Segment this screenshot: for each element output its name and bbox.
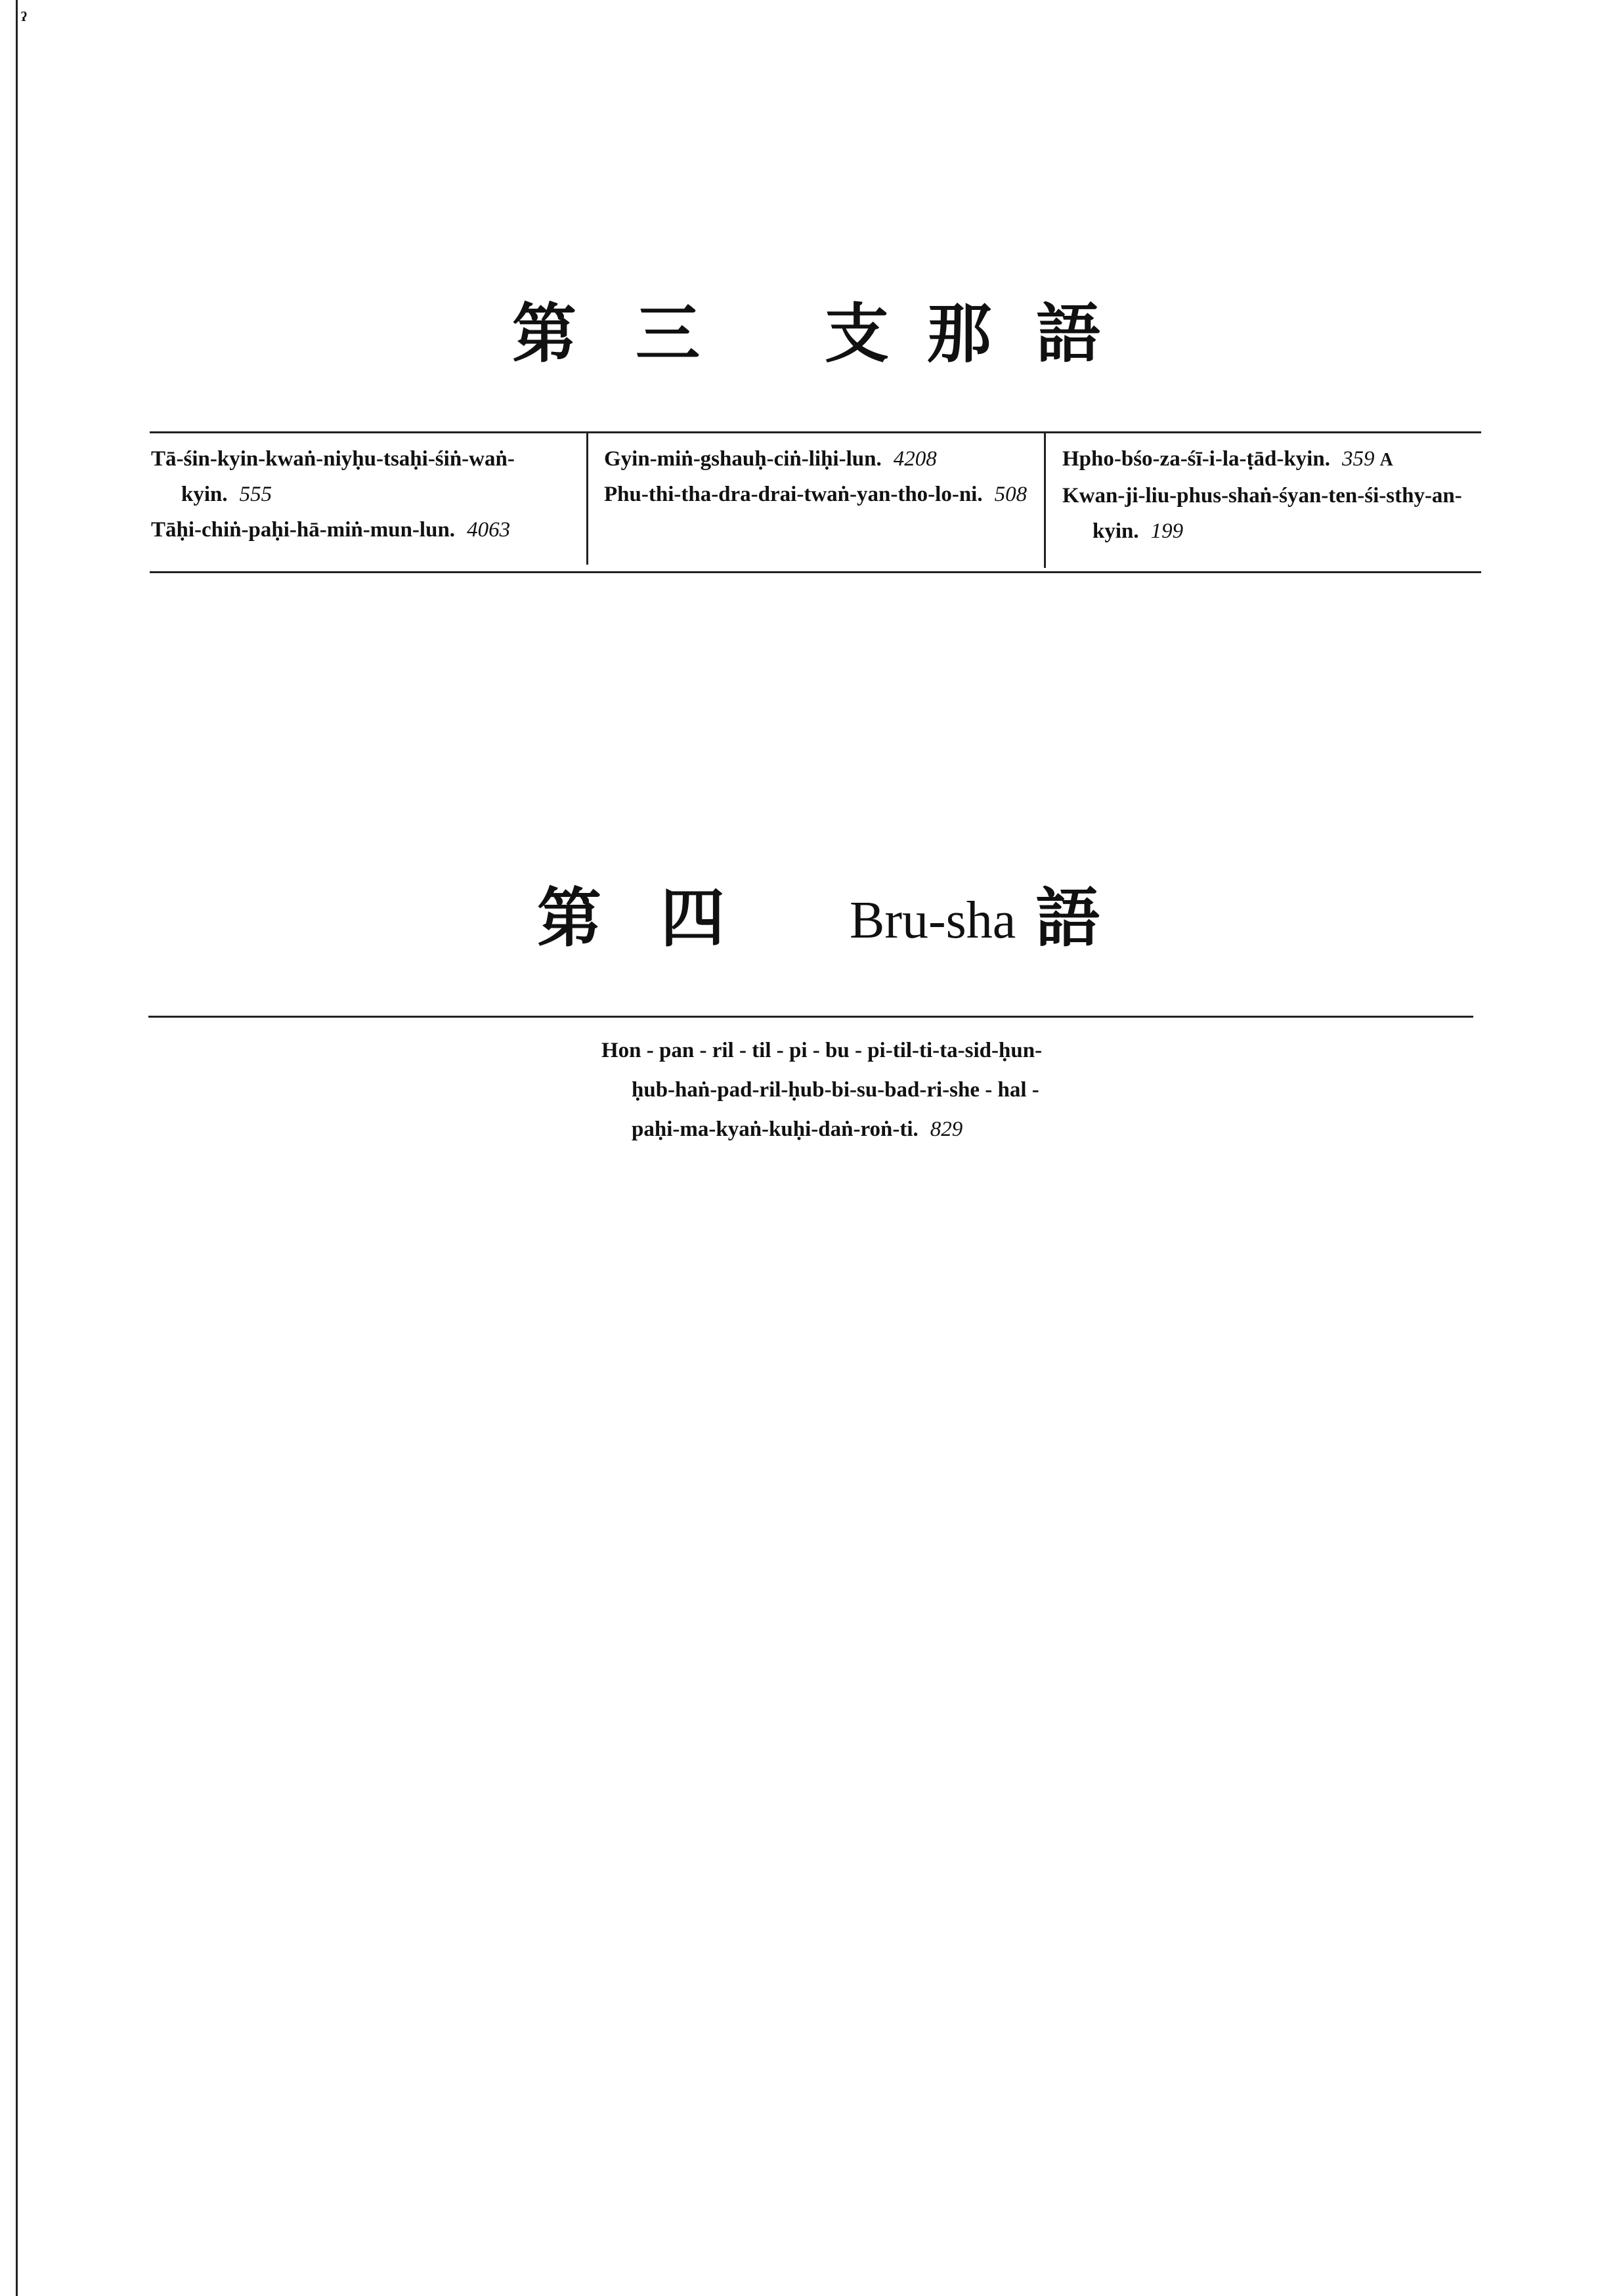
entry-title: Hpho-bśo-za-śī-i-la-ṭād-kyin. (1062, 447, 1330, 471)
list-item (604, 477, 1031, 512)
entry-title: Hon - pan - ril - til - pi - bu - pi-til-ti-ta-sid-ḥun-ḥub-haṅ-pad-ril-ḥub-bi-su-bad-ri-she - hal - paḥi-ma-kyaṅ-kuḥi-daṅ-roṅ-ti. (601, 1039, 1043, 1141)
entry-number: 555 (239, 483, 272, 506)
heading-char: 第 (537, 881, 602, 956)
section-4-heading (537, 881, 1100, 956)
section-4-rule (148, 1016, 1473, 1018)
entry-number: 4063 (467, 518, 511, 542)
entry-title: Tā-śin-kyin-kwaṅ-niyḥu-tsaḥi-śiṅ-waṅ-kyin. (151, 447, 515, 506)
list-item (1062, 441, 1482, 478)
list-item (604, 441, 1031, 477)
entry-number: 4208 (893, 447, 937, 471)
entry-column-3 (1062, 441, 1482, 549)
entry-number: 508 (994, 483, 1028, 506)
heading-char: 語 (1035, 881, 1100, 956)
list-item (601, 1031, 1061, 1149)
list-item (1062, 478, 1482, 549)
heading-char: 支 (825, 297, 890, 372)
heading-char: 四 (660, 881, 725, 956)
corner-mark: ˀ (21, 8, 27, 32)
entry-title: Tāḥi-chiṅ-paḥi-hā-miṅ-mun-lun. (151, 518, 456, 542)
heading-char: 語 (1036, 297, 1101, 372)
entry-number-suffix: A (1379, 450, 1393, 470)
entry-number: 829 (930, 1117, 963, 1141)
entry-title: Gyin-miṅ-gshauḥ-ciṅ-liḥi-lun. (604, 447, 882, 471)
table-bottom-rule (150, 571, 1481, 573)
column-divider (586, 433, 588, 565)
page-edge-rule (16, 0, 18, 2296)
entry-title: Phu-thi-tha-dra-drai-twaṅ-yan-tho-lo-ni. (604, 483, 983, 506)
column-divider (1044, 433, 1046, 568)
heading-latin: Bru-sha (850, 892, 1016, 949)
section-3-heading (512, 297, 1101, 372)
entry-number: 199 (1150, 519, 1184, 543)
entry-title: Kwan-ji-liu-phus-shaṅ-śyan-ten-śi-sthy-an-kyin. (1062, 484, 1462, 543)
entry-number: 359 (1341, 447, 1375, 471)
entry-column-1 (151, 441, 578, 548)
list-item (151, 441, 578, 512)
heading-char: 第 (512, 297, 577, 372)
list-item (151, 512, 578, 548)
heading-char: 三 (636, 297, 701, 372)
table-top-rule (150, 431, 1481, 433)
brusha-entry (601, 1031, 1061, 1149)
entry-column-2 (604, 441, 1031, 512)
heading-char: 那 (927, 297, 992, 372)
